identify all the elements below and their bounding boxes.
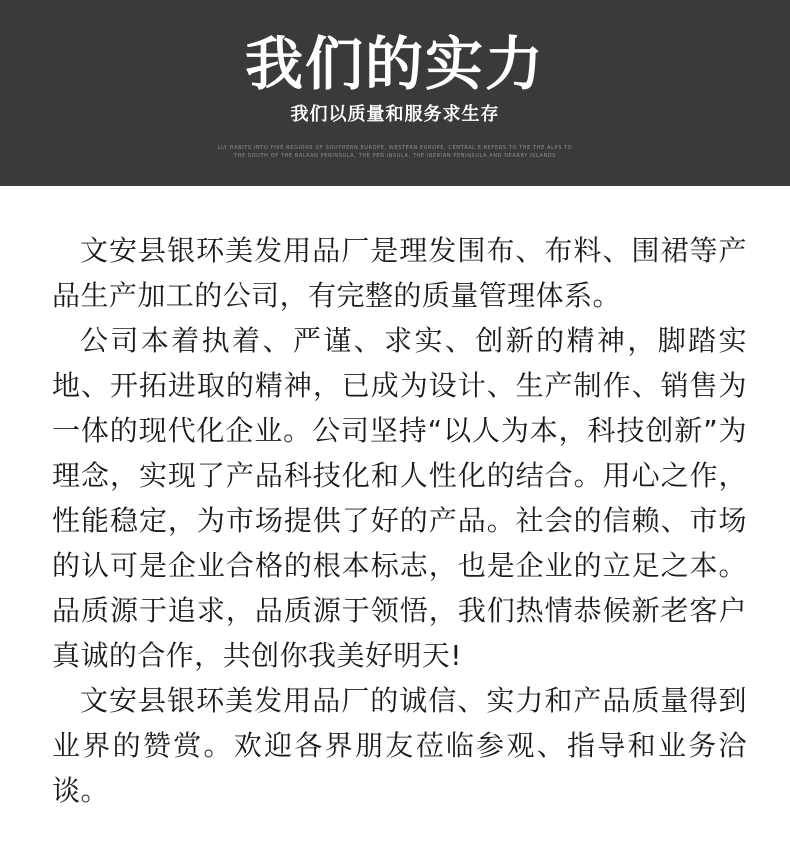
header-banner: [0, 0, 790, 186]
banner-fine-print: LLY HABITS INTO FIVE REGIONS OF SOUTHERN EUROPE, WESTERN EUROPE, CENTRAL E REFERS TO THE THE ALPS TO THE SOUTH OF THE BALKAN PENINSULA, THE PEN INSULA, THE IBERIAN PENINSULA AND NEARBY ISLANDS: [217, 145, 573, 159]
banner-subtitle: 我们以质量和服务求生存: [290, 104, 500, 125]
banner-title: 我们的实力: [244, 30, 545, 98]
paragraph-philosophy: 公司本着执着、严谨、求实、创新的精神，脚踏实地、开拓进取的精神，已成为设计、生产制作、销售为一体的现代化企业。公司坚持“以人为本，科技创新”为理念，实现了产品科技化和人性化的结合。用心之作，性能稳定，为市场提供了好的产品。社会的信赖、市场的认可是企业合格的根本标志，也是企业的立足之本。品质源于追求，品质源于领悟，我们热情恭候新老客户真诚的合作，共创你我美好明天!: [52, 324, 747, 672]
company-description: [52, 228, 747, 813]
paragraph-welcome: 文安县银环美发用品厂的诚信、实力和产品质量得到业界的赞赏。欢迎各界朋友莅临参观、指导和业务洽谈。: [52, 684, 747, 807]
paragraph-intro: 文安县银环美发用品厂是理发围布、布料、围裙等产品生产加工的公司，有完整的质量管理体系。: [52, 234, 747, 312]
